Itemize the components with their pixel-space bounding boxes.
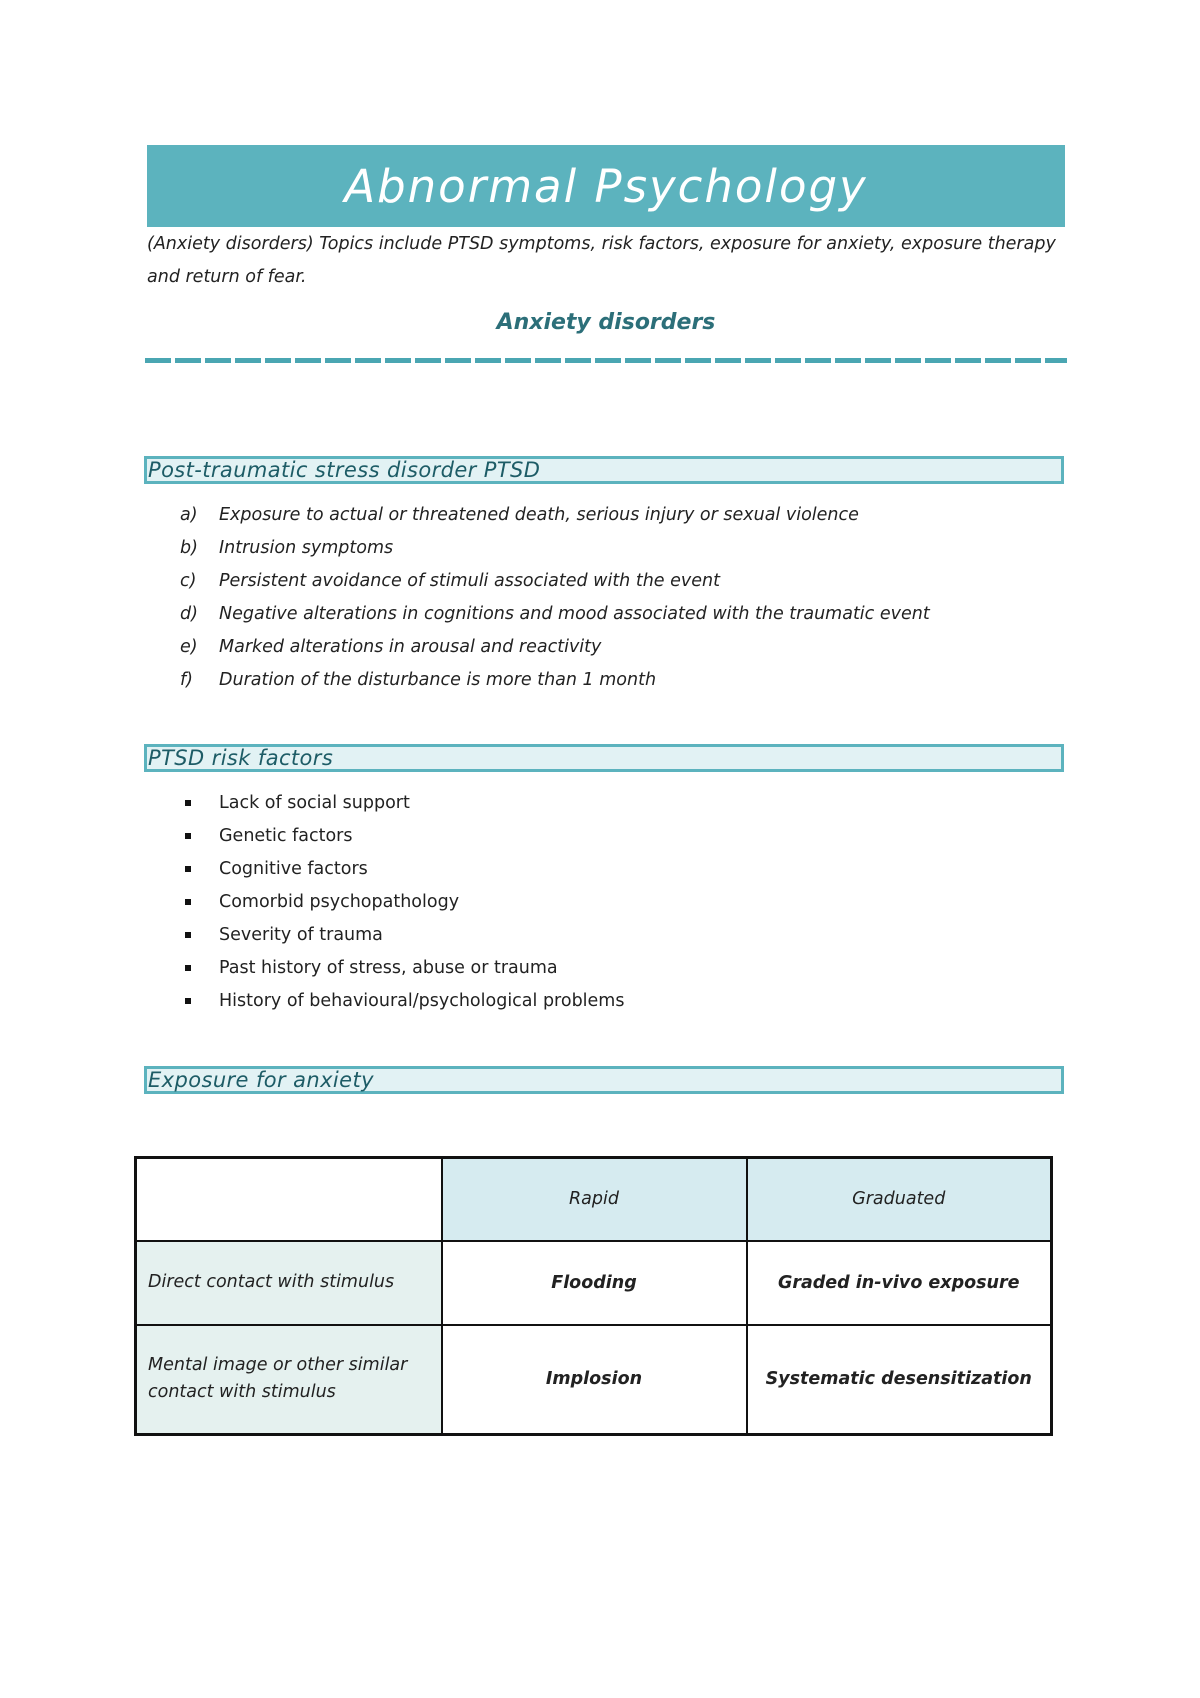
square-bullet-icon (185, 899, 191, 905)
list-item (180, 852, 624, 885)
list-item-text: Lack of social support (219, 792, 410, 813)
document-subtitle: Anxiety disorders (496, 310, 716, 335)
section-divider (145, 358, 1067, 363)
table-row (136, 1241, 1052, 1325)
exposure-table (134, 1156, 1053, 1436)
table-corner-cell (136, 1158, 442, 1241)
list-item-text: Past history of stress, abuse or trauma (219, 957, 558, 978)
list-item (180, 630, 930, 663)
square-bullet-icon (185, 932, 191, 938)
square-bullet-icon (185, 998, 191, 1004)
list-item-text: Negative alterations in cognitions and mood associated with the traumatic event (219, 603, 930, 624)
list-item (180, 663, 930, 696)
list-item-text: Genetic factors (219, 825, 353, 846)
table-row (136, 1325, 1052, 1435)
section-heading-text: PTSD risk factors (148, 745, 334, 770)
list-item (180, 531, 930, 564)
ptsd-criteria-list (180, 498, 930, 696)
table-cell: Implosion (442, 1325, 747, 1435)
list-item-text: Cognitive factors (219, 858, 368, 879)
list-item-text: Marked alterations in arousal and reactivity (219, 636, 602, 657)
list-marker: c) (180, 570, 197, 591)
section-heading-text: Post-traumatic stress disorder PTSD (148, 457, 541, 482)
list-item (180, 984, 624, 1017)
list-item (180, 819, 624, 852)
table-cell: Graded in-vivo exposure (747, 1241, 1052, 1325)
column-header-graduated: Graduated (747, 1158, 1052, 1241)
square-bullet-icon (185, 866, 191, 872)
intro-paragraph: (Anxiety disorders) Topics include PTSD symptoms, risk factors, exposure for anxiety, exposure therapy and return of fear. (147, 234, 1056, 287)
list-item-text: Comorbid psychopathology (219, 891, 460, 912)
square-bullet-icon (185, 800, 191, 806)
row-header-direct-contact: Direct contact with stimulus (136, 1241, 442, 1325)
column-header-rapid: Rapid (442, 1158, 747, 1241)
list-item (180, 885, 624, 918)
list-item-text: Duration of the disturbance is more than 1 month (219, 669, 657, 690)
list-item-text: Severity of trauma (219, 924, 383, 945)
list-marker: e) (180, 636, 198, 657)
list-marker: b) (180, 537, 198, 558)
list-item-text: History of behavioural/psychological problems (219, 990, 625, 1011)
document-title: Abnormal Psychology (344, 159, 868, 213)
list-item (180, 597, 930, 630)
risk-factors-list (180, 786, 624, 1017)
list-marker: f) (180, 669, 193, 690)
list-item (180, 951, 624, 984)
square-bullet-icon (185, 833, 191, 839)
list-item (180, 786, 624, 819)
table-cell: Systematic desensitization (747, 1325, 1052, 1435)
section-heading-text: Exposure for anxiety (148, 1067, 374, 1092)
row-header-mental-image: Mental image or other similar contact with stimulus (136, 1325, 442, 1435)
section-heading-exposure (144, 1066, 1064, 1094)
list-item-text: Exposure to actual or threatened death, serious injury or sexual violence (219, 504, 859, 525)
list-item (180, 498, 930, 531)
section-heading-risk-factors (144, 744, 1064, 772)
table-header-row (136, 1158, 1052, 1241)
square-bullet-icon (185, 965, 191, 971)
list-item (180, 918, 624, 951)
section-heading-ptsd (144, 456, 1064, 484)
list-item-text: Persistent avoidance of stimuli associated with the event (219, 570, 720, 591)
list-item-text: Intrusion symptoms (219, 537, 394, 558)
list-item (180, 564, 930, 597)
title-banner (147, 145, 1065, 227)
list-marker: d) (180, 603, 198, 624)
table-cell: Flooding (442, 1241, 747, 1325)
list-marker: a) (180, 504, 198, 525)
